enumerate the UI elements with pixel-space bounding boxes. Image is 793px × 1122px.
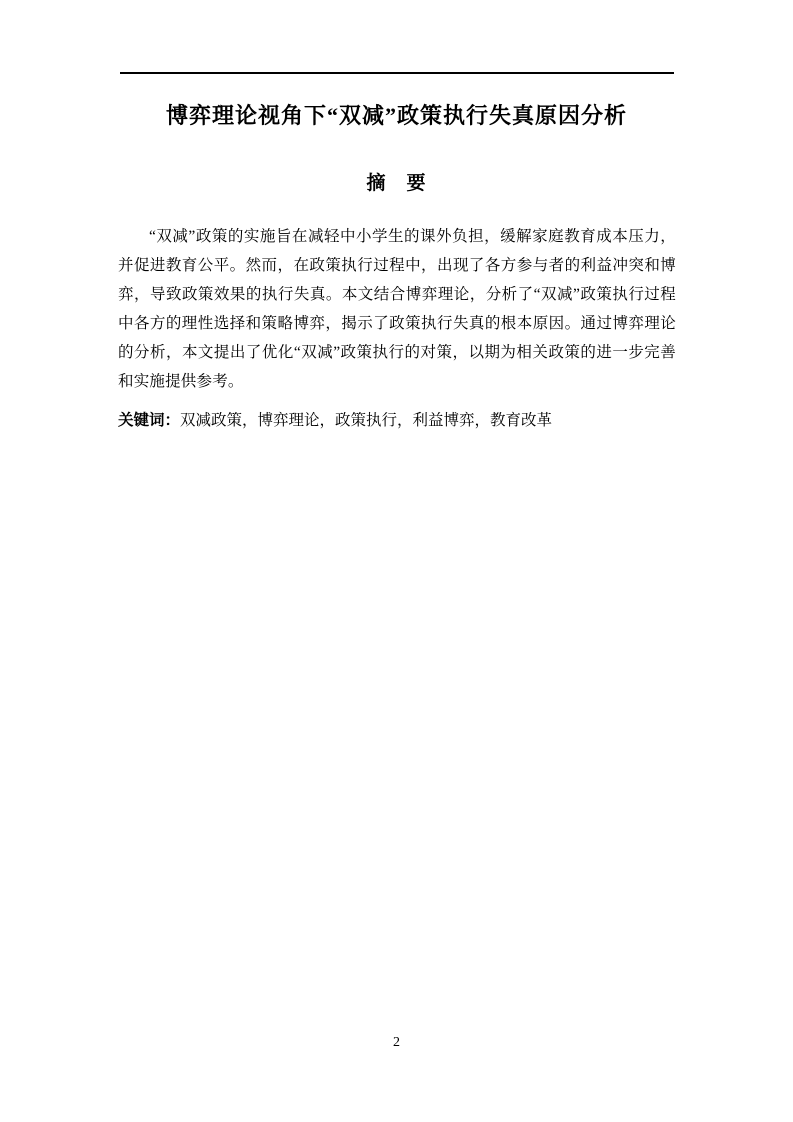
- keywords-line: [118, 409, 676, 433]
- header-rule: [120, 72, 674, 74]
- page-title: 博弈理论视角下“双减”政策执行失真原因分析: [165, 103, 627, 128]
- keywords-label: 关键词：: [118, 412, 181, 429]
- abstract-heading: 摘 要: [366, 173, 427, 194]
- abstract-paragraph: “双减”政策的实施旨在减轻中小学生的课外负担，缓解家庭教育成本压力，并促进教育公平。然而，在政策执行过程中，出现了各方参与者的利益冲突和博弈，导致政策效果的执行失真。本文结合博弈理论，分析了“双减”政策执行过程中各方的理性选择和策略博弈，揭示了政策执行失真的根本原因。通过博弈理论的分析，本文提出了优化“双减”政策执行的对策，以期为相关政策的进一步完善和实施提供参考。: [118, 228, 676, 390]
- keywords-text: 双减政策，博弈理论，政策执行，利益博弈，教育改革: [180, 412, 553, 429]
- page-number: 2: [393, 1035, 400, 1050]
